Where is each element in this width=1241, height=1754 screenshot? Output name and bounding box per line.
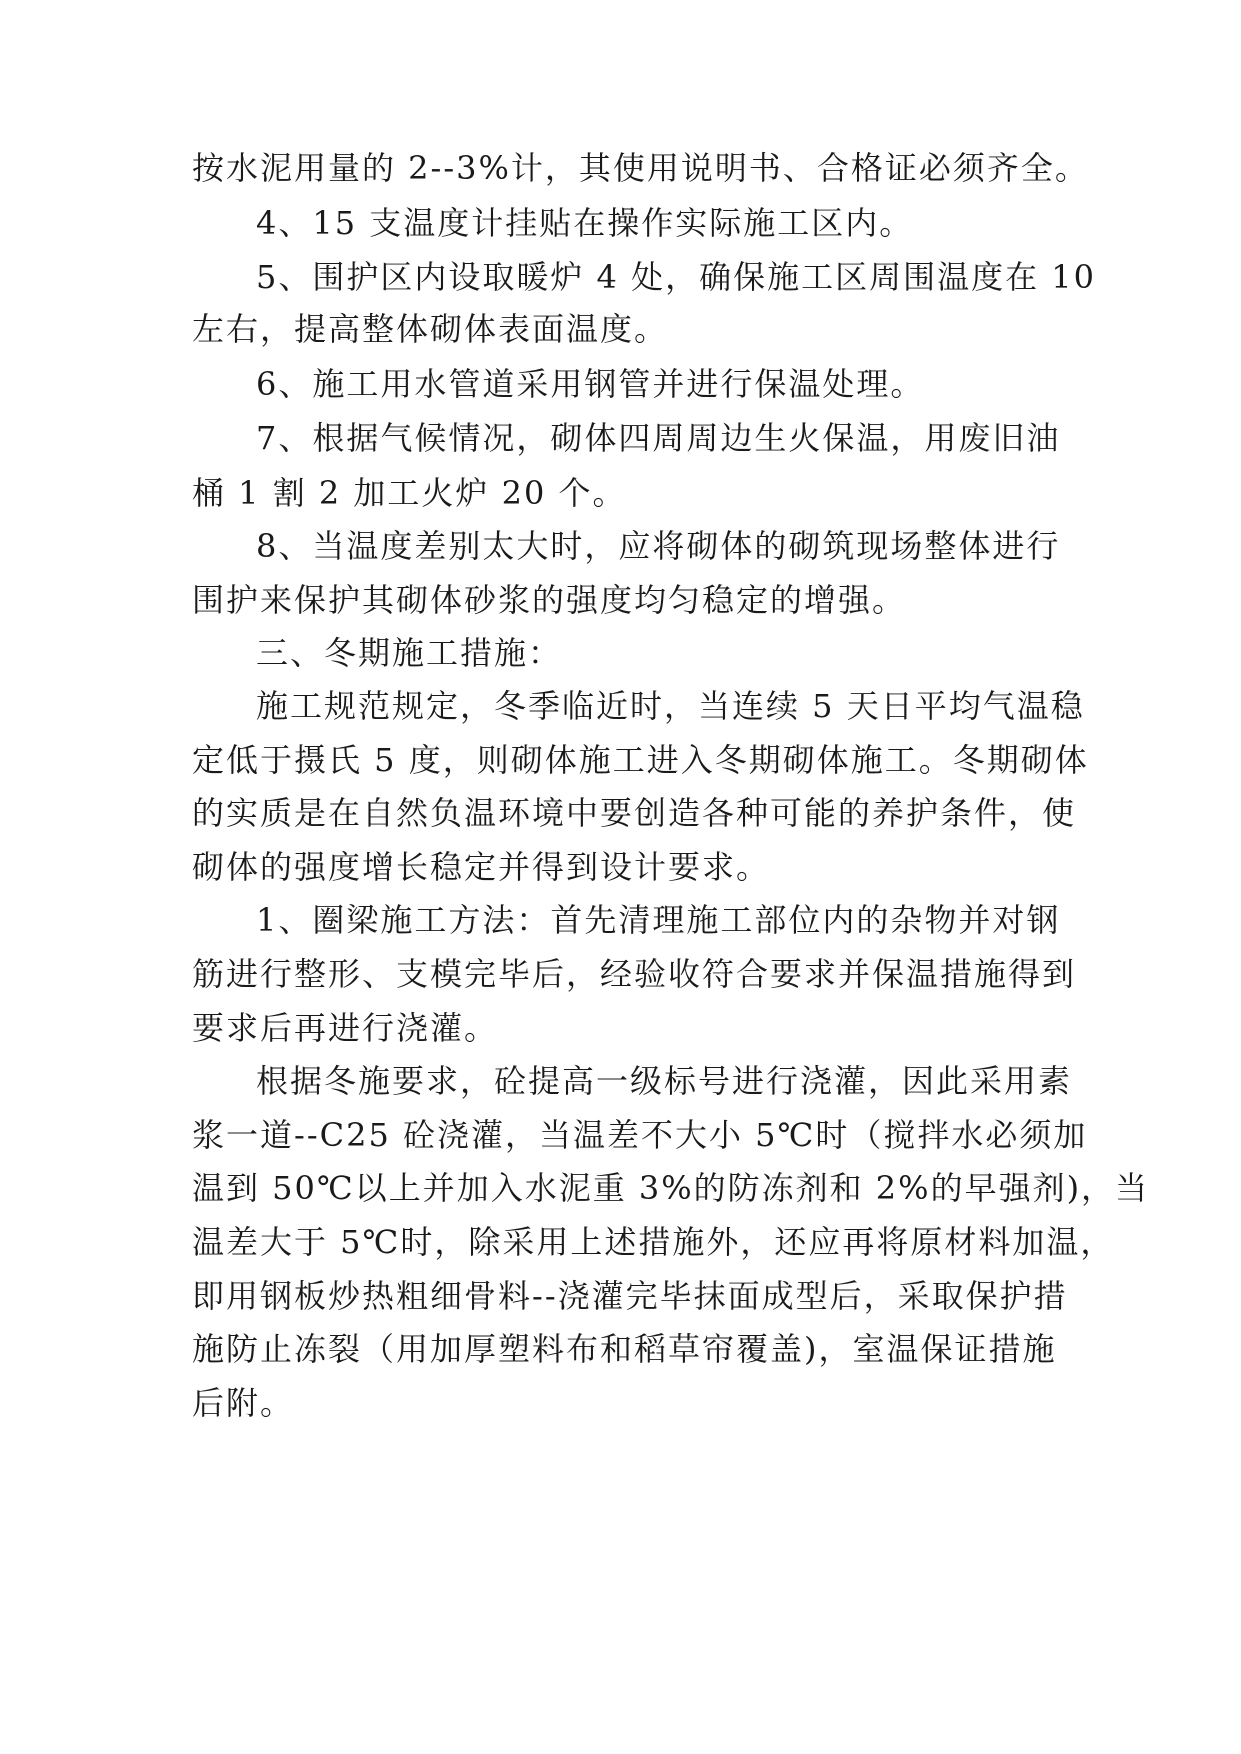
text-line: 左右，提高整体砌体表面温度。: [192, 310, 669, 348]
text-line: 砌体的强度增长稳定并得到设计要求。: [192, 848, 771, 886]
text-line: 6、施工用水管道采用钢管并进行保温处理。: [256, 365, 925, 403]
text-line: 温差大于 5℃时，除采用上述措施外，还应再将原材料加温，: [192, 1223, 1115, 1261]
text-line: 温到 50℃以上并加入水泥重 3%的防冻剂和 2%的早强剂)，当: [192, 1169, 1150, 1207]
text-line: 8、当温度差别太大时，应将砌体的砌筑现场整体进行: [256, 527, 1061, 565]
text-line: 浆一道--C25 砼浇灌，当温差不大小 5℃时（搅拌水必须加: [192, 1116, 1088, 1154]
text-line: 7、根据气候情况，砌体四周周边生火保温，用废旧油: [256, 419, 1061, 457]
text-line: 桶 1 割 2 加工火炉 20 个。: [192, 474, 627, 512]
text-line: 要求后再进行浇灌。: [192, 1009, 499, 1047]
text-line: 5、围护区内设取暖炉 4 处，确保施工区周围温度在 10: [256, 258, 1096, 296]
text-line: 根据冬施要求，砼提高一级标号进行浇灌，因此采用素: [256, 1062, 1073, 1100]
text-line: 即用钢板炒热粗细骨料--浇灌完毕抹面成型后，采取保护措: [192, 1277, 1068, 1315]
text-line: 施防止冻裂（用加厚塑料布和稻草帘覆盖)，室温保证措施: [192, 1330, 1057, 1368]
text-line: 后附。: [192, 1384, 295, 1422]
section-heading: 三、冬期施工措施：: [256, 634, 563, 672]
text-line: 施工规范规定，冬季临近时，当连续 5 天日平均气温稳: [256, 687, 1085, 725]
text-line: 定低于摄氏 5 度，则砌体施工进入冬期砌体施工。冬期砌体: [192, 741, 1089, 779]
text-line: 1、圈梁施工方法：首先清理施工部位内的杂物并对钢: [256, 901, 1061, 939]
text-line: 的实质是在自然负温环境中要创造各种可能的养护条件，使: [192, 794, 1077, 832]
text-line: 围护来保护其砌体砂浆的强度均匀稳定的增强。: [192, 581, 907, 619]
text-line: 筋进行整形、支模完毕后，经验收符合要求并保温措施得到: [192, 955, 1077, 993]
text-line: 4、15 支温度计挂贴在操作实际施工区内。: [256, 204, 914, 242]
text-line: 按水泥用量的 2--3%计，其使用说明书、合格证必须齐全。: [192, 149, 1089, 187]
